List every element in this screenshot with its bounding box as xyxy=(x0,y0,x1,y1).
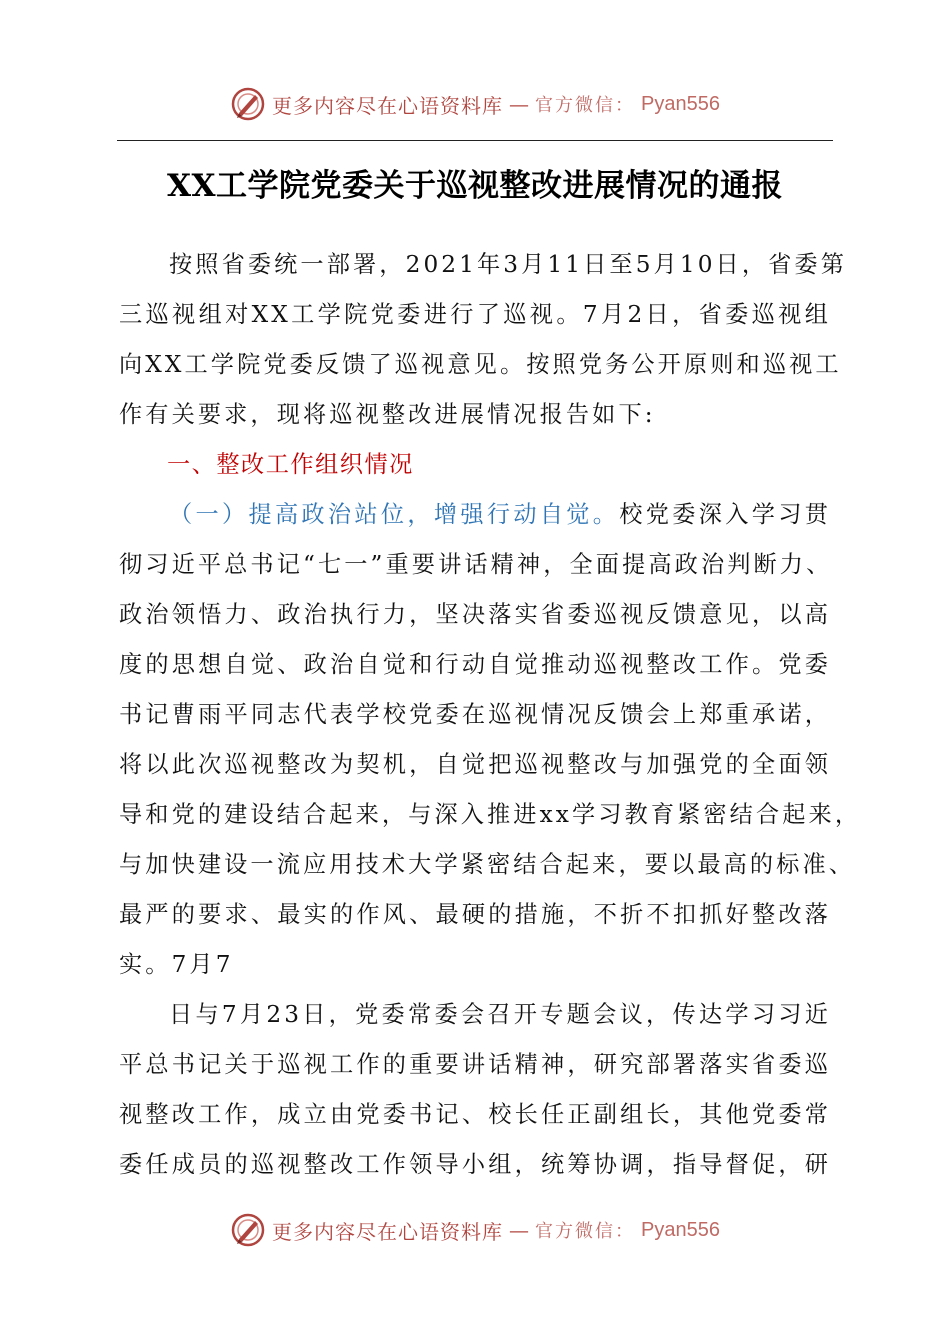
text-line: 度的思想自觉、政治自觉和行动自觉推动巡视整改工作。党委 xyxy=(119,651,831,678)
text-line: 平总书记关于巡视工作的重要讲话精神，研究部署落实省委巡 xyxy=(119,1051,831,1078)
text-line: 彻习近平总书记“七一”重要讲话精神，全面提高政治判断力、 xyxy=(119,551,833,578)
text-line: 导和党的建设结合起来，与深入推进xx学习教育紧密结合起来， xyxy=(119,801,862,828)
banner-wechat-label: 官方微信： xyxy=(535,95,636,116)
text-line: 政治领悟力、政治执行力，坚决落实省委巡视反馈意见，以高 xyxy=(119,601,831,628)
banner-dash: — xyxy=(509,1218,530,1242)
banner-content xyxy=(230,1212,720,1248)
text-line: 委任成员的巡视整改工作领导小组，统筹协调，指导督促，研 xyxy=(119,1151,831,1178)
banner-text: 更多内容尽在心语资料库 xyxy=(272,93,504,118)
banner-content xyxy=(230,86,720,122)
footer-banner xyxy=(0,1208,950,1252)
text-line: 书记曹雨平同志代表学校党委在巡视情况反馈会上郑重承诺， xyxy=(119,701,831,728)
text-line: 日与7月23日，党委常委会召开专题会议，传达学习习近 xyxy=(169,1001,831,1028)
banner-wechat-id: Pyan556 xyxy=(641,1218,720,1241)
text-line: 作有关要求，现将巡视整改进展情况报告如下: xyxy=(119,401,656,428)
document-title: XX工学院党委关于巡视整改进展情况的通报 xyxy=(166,168,784,204)
text-line: 最严的要求、最实的作风、最硬的措施，不折不扣抓好整改落 xyxy=(119,901,831,928)
banner-dash: — xyxy=(509,92,530,116)
text-line: 三巡视组对XX工学院党委进行了巡视。7月2日，省委巡视组 xyxy=(119,301,831,328)
banner-text: 更多内容尽在心语资料库 xyxy=(272,1219,504,1244)
document-body xyxy=(119,240,862,1190)
text-line-rest: 校党委深入学习贯 xyxy=(619,501,831,528)
banner-wechat-id: Pyan556 xyxy=(641,92,720,115)
pen-logo-icon xyxy=(230,86,266,122)
subsection-heading: （一）提高政治站位，增强行动自觉。 xyxy=(169,501,620,528)
section-heading: 一、整改工作组织情况 xyxy=(167,451,414,478)
text-line: 与加快建设一流应用技术大学紧密结合起来，要以最高的标准、 xyxy=(119,851,856,878)
pen-logo-icon xyxy=(230,1212,266,1248)
banner-wechat-label: 官方微信： xyxy=(535,1221,636,1242)
text-line: 视整改工作，成立由党委书记、校长任正副组长，其他党委常 xyxy=(119,1101,831,1128)
header-banner xyxy=(0,82,950,126)
text-line: 实。7月7 xyxy=(119,951,234,978)
text-line: 将以此次巡视整改为契机，自觉把巡视整改与加强党的全面领 xyxy=(119,751,831,778)
text-line xyxy=(119,490,831,540)
header-divider xyxy=(117,140,833,141)
text-line: 向XX工学院党委反馈了巡视意见。按照党务公开原则和巡视工 xyxy=(119,351,842,378)
text-line: 按照省委统一部署，2021年3月11日至5月10日，省委第 xyxy=(169,251,847,278)
